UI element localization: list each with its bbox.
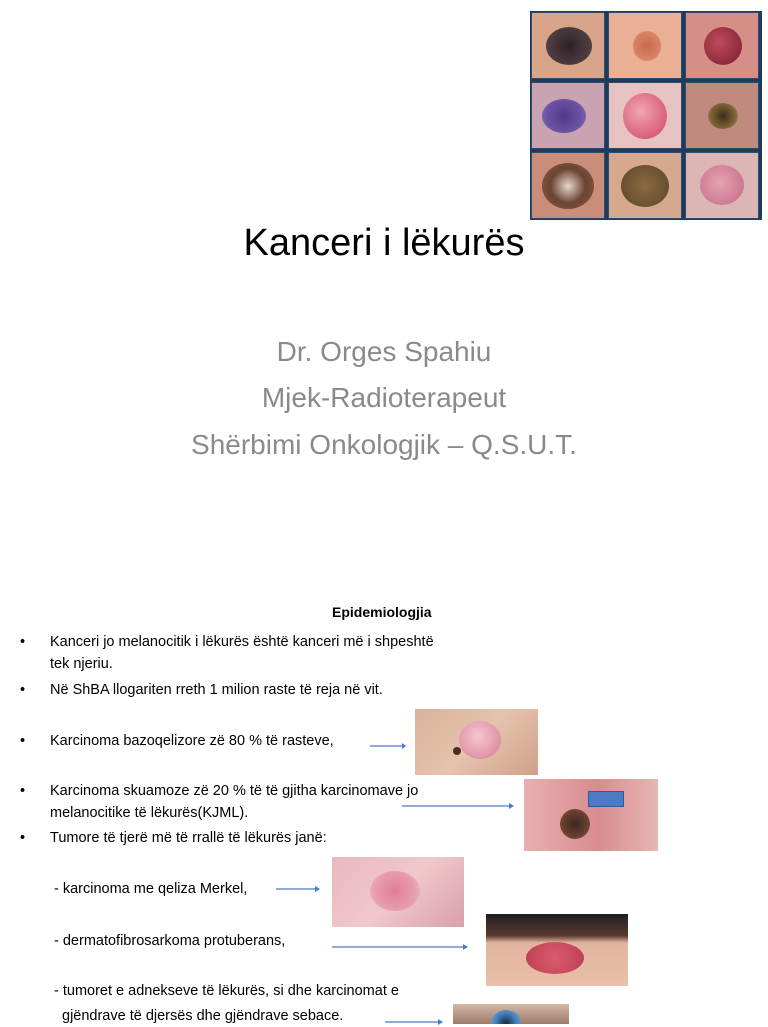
slide-title: Kanceri i lëkurës xyxy=(243,222,525,264)
arrow-icon xyxy=(332,942,468,952)
skin-lesion-collage xyxy=(530,11,762,220)
sub-item-merkel: - karcinoma me qeliza Merkel, xyxy=(54,881,248,897)
lesion-photo-9 xyxy=(685,152,759,219)
sub-item-adnexal-continued: gjëndrave të djersës dhe gjëndrave sebace. xyxy=(62,1008,344,1024)
eye-cover-box xyxy=(588,791,624,807)
arrow-icon xyxy=(370,741,406,751)
lesion-photo-3 xyxy=(685,12,759,79)
author-role: Mjek-Radioterapeut xyxy=(261,382,507,413)
lesion-photo-2 xyxy=(608,12,682,79)
lesion-photo-8 xyxy=(608,152,682,219)
epidemiology-slide: Epidemiologjia • Kanceri jo melanocitik i lëkurës është kanceri më i shpeshtë tek njeriu. • Në ShBA llogariten rreth 1 milion raste të reja në vit. • Karcinoma bazoqelizore zë 80 % të rasteve, • Karcinoma skuamoze zë 20 % të të gjitha karcinomave jo melanocitike të lëkurës(KJML). • Tumore të tjerë më të rrallë të lëkurës janë: - karcinoma me qeliza Merkel, - dermatofibrosarkoma protuberans, - tumoret e adnekseve të lëkurës, si dhe karcinomat e gjëndrave të djersës dhe gjëndrave sebace. xyxy=(0,560,768,1024)
bullet-icon: • xyxy=(20,830,26,846)
arrow-icon xyxy=(385,1017,443,1027)
bullet-icon: • xyxy=(20,634,26,650)
bullet-icon: • xyxy=(20,682,26,698)
arrow-icon xyxy=(276,884,320,894)
bullet-icon: • xyxy=(20,783,26,799)
merkel-photo xyxy=(332,857,464,927)
lesion-photo-7 xyxy=(531,152,605,219)
lesion-photo-6 xyxy=(685,82,759,149)
sub-item-adnexal: - tumoret e adnekseve të lëkurës, si dhe karcinomat e xyxy=(54,983,399,999)
lesion-photo-1 xyxy=(531,12,605,79)
author-name: Dr. Orges Spahiu xyxy=(276,336,492,367)
arrow-icon xyxy=(402,801,514,811)
slide-heading: Epidemiologjia xyxy=(332,604,432,620)
adnexal-photo xyxy=(453,1004,569,1024)
bullet-icon: • xyxy=(20,733,26,749)
dfsp-photo xyxy=(486,914,628,986)
bcc-photo xyxy=(415,709,538,775)
lesion-photo-5 xyxy=(608,82,682,149)
scc-photo xyxy=(524,779,658,851)
institution-name: Shërbimi Onkologjik – Q.S.U.T. xyxy=(191,429,577,460)
sub-item-dfsp: - dermatofibrosarkoma protuberans, xyxy=(54,933,286,949)
lesion-photo-4 xyxy=(531,82,605,149)
